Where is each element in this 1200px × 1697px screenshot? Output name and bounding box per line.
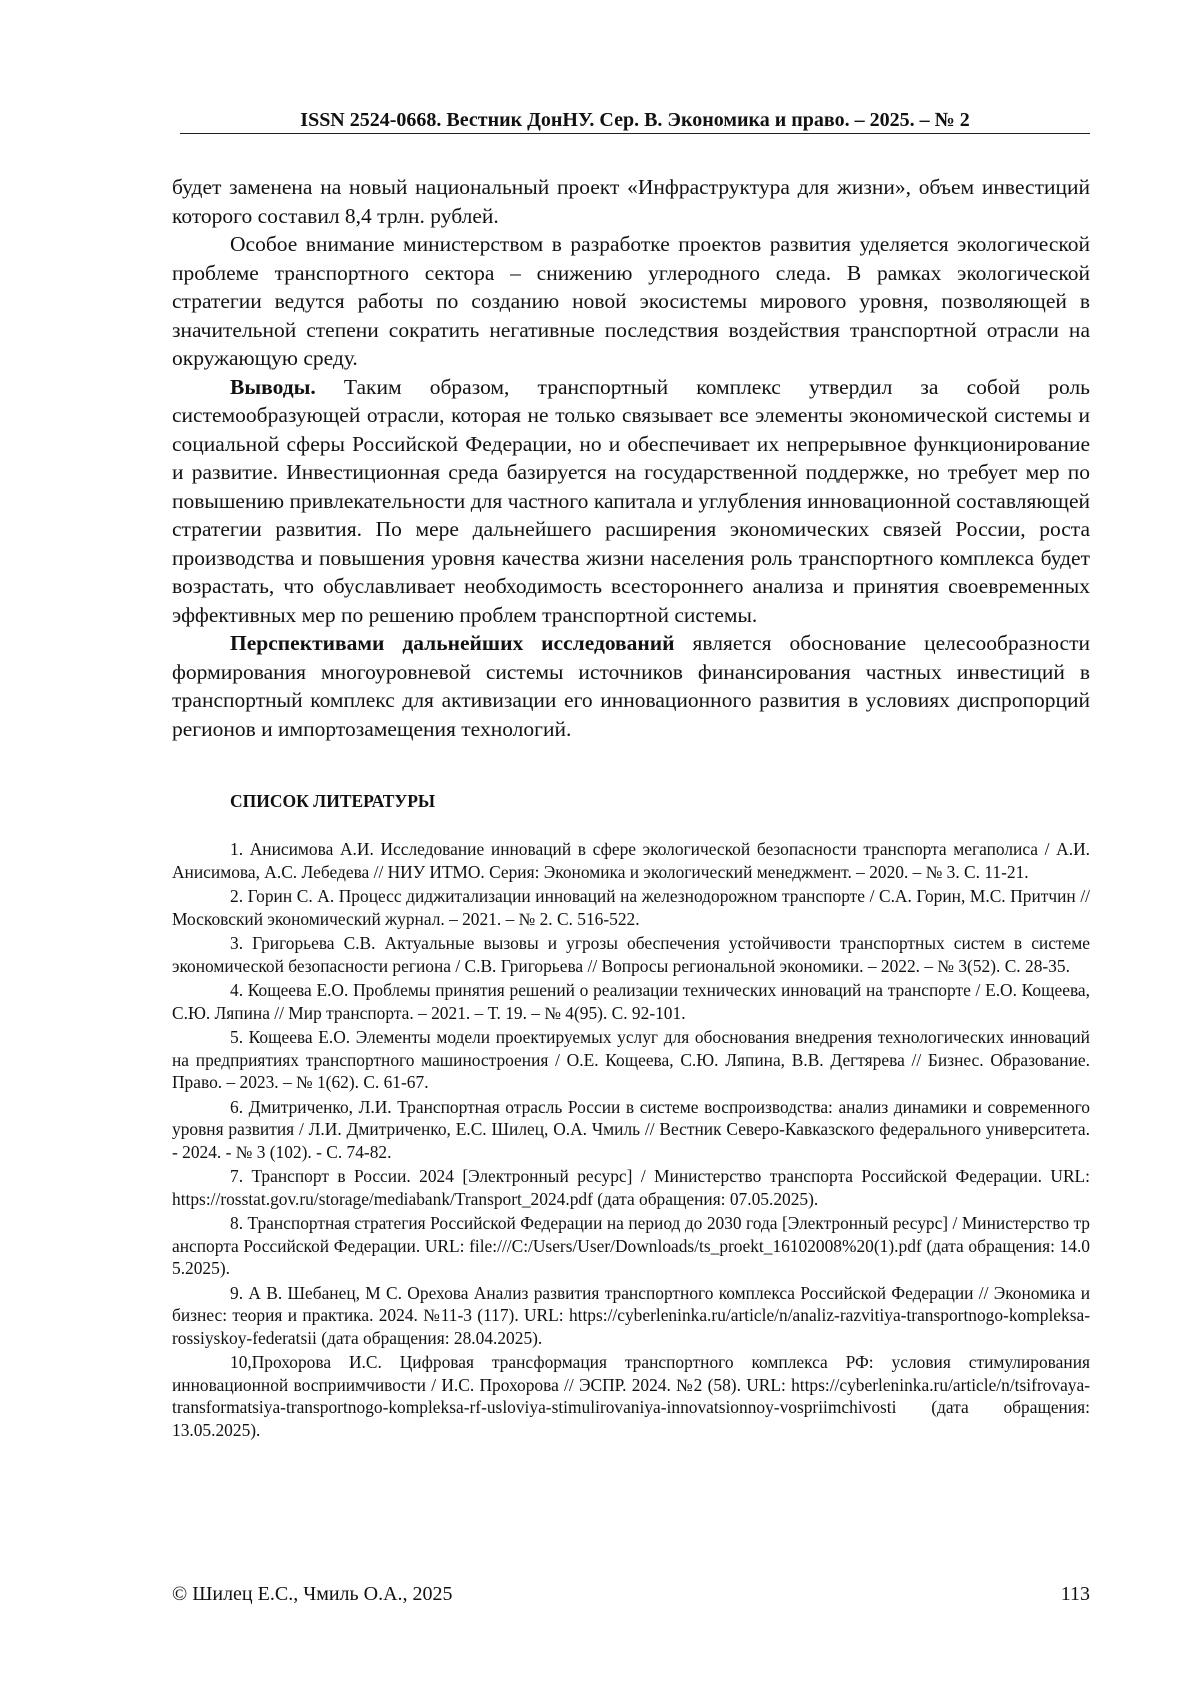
- reference-item: 2. Горин С. А. Процесс диджитализации инноваций на железнодорожном транспорте / С.А. Горин, М.С. Притчин // Московский экономический журнал. – 2021. – № 2. С. 516-522.: [172, 886, 1090, 929]
- references-title: СПИСОК ЛИТЕРАТУРЫ: [230, 791, 436, 811]
- paragraph-ecology: Особое внимание министерством в разработке проектов развития уделяется экологической проблеме транспортного сектора – снижению углеродного следа. В рамках экологической стратегии ведутся работы по созданию новой экосистемы мирового уровня, позволяющей в значительной степени сократить негативные последствия воздействия транспортной отрасли на окружающую среду.: [172, 232, 1090, 370]
- conclusions-heading: Выводы.: [230, 374, 316, 399]
- reference-item: 1. Анисимова А.И. Исследование инноваций в сфере экологической безопасности транспорта мегаполиса / А.И. Анисимова, А.С. Лебедева // НИУ ИТМО. Серия: Экономика и экологический менеджмент. – 2020. – № 3. С. 11-21.: [172, 839, 1090, 882]
- article-body: [172, 173, 1090, 743]
- reference-item: 8. Транспортная стратегия Российской Федерации на период до 2030 года [Электронный ресурс] / Министерство транспорта Российской Федерации. URL: file:///C:/Users/User/Downloads/ts_proekt_16102008%20(1).pdf (дата обращения: 14.05.2025).: [172, 1213, 1090, 1278]
- references-list: [172, 838, 1090, 1443]
- reference-item: 4. Кощеева Е.О. Проблемы принятия решений о реализации технических инноваций на транспорте / Е.О. Кощеева, С.Ю. Ляпина // Мир транспорта. – 2021. – Т. 19. – № 4(95). С. 92-101.: [172, 980, 1090, 1023]
- reference-item: 9. А В. Шебанец, М С. Орехова Анализ развития транспортного комплекса Российской Федерации // Экономика и бизнес: теория и практика. 2024. №11-3 (117). URL: https://cyberleninka.ru/article/n/analiz-razvitiya-transportnogo-kompleksa-rossiyskoy-federatsii (дата обращения: 28.04.2025).: [172, 1282, 1090, 1348]
- reference-item: 5. Кощеева Е.О. Элементы модели проектируемых услуг для обоснования внедрения технологических инноваций на предприятиях транспортного машиностроения / О.Е. Кощеева, С.Ю. Ляпина, В.В. Дегтярева // Бизнес. Образование. Право. – 2023. – № 1(62). С. 61-67.: [172, 1027, 1090, 1092]
- page-number: 113: [1060, 1583, 1090, 1605]
- journal-header: ISSN 2524-0668. Вестник ДонНУ. Сер. В. Экономика и право. – 2025. – № 2: [300, 109, 970, 131]
- perspectives-heading: Перспективами дальнейших исследований: [230, 631, 675, 655]
- reference-item: 10,Прохорова И.С. Цифровая трансформация транспортного комплекса РФ: условия стимулирования инновационной восприимчивости / И.С. Прохорова // ЭСПР. 2024. №2 (58). URL: https://cyberleninka.ru/article/n/tsifrovaya-transformatsiya-transportnogo-kompleksa-rf-usloviya-stimulirovaniya-innovatsionnoy-vospriimchivosti (дата обращения: 13.05.2025).: [172, 1352, 1090, 1440]
- paragraph-perspectives: [172, 629, 1090, 743]
- reference-item: 7. Транспорт в России. 2024 [Электронный ресурс] / Министерство транспорта Российской Федерации. URL: https://rosstat.gov.ru/storage/mediabank/Transport_2024.pdf (дата обращения: 07.05.2025).: [172, 1166, 1090, 1209]
- header-rule: [180, 133, 1090, 134]
- reference-item: 3. Григорьева С.В. Актуальные вызовы и угрозы обеспечения устойчивости транспортных систем в системе экономической безопасности региона / С.В. Григорьева // Вопросы региональной экономики. – 2022. – № 3(52). С. 28-35.: [172, 933, 1090, 976]
- paragraph-continuation: будет заменена на новый национальный проект «Инфраструктура для жизни», объем инвестиций которого составил 8,4 трлн. рублей.: [172, 175, 1090, 228]
- paragraph-conclusions: [172, 373, 1090, 630]
- conclusions-text: Таким образом, транспортный комплекс утвердил за собой роль системообразующей отрасли, которая не только связывает все элементы экономической системы и социальной сферы Российской Федерации, но и обеспечивает их непрерывное функционирование и развитие. Инвестиционная среда базируется на государственной поддержке, но требует мер по повышению привлекательности для частного капитала и углубления инновационной составляющей стратегии развития. По мере дальнейшего расширения экономических связей России, роста производства и повышения уровня качества жизни населения роль транспортного комплекса будет возрастать, что обуславливает необходимость всестороннего анализа и принятия своевременных эффективных мер по решению проблем транспортной системы.: [172, 374, 1090, 627]
- perspectives-text: является обоснование целесообразности формирования многоуровневой системы источников финансирования частных инвестиций в транспортный комплекс для активизации его инновационного развития в условиях диспропорций регионов и импортозамещения технологий.: [172, 631, 1090, 741]
- reference-item: 6. Дмитриченко, Л.И. Транспортная отрасль России в системе воспроизводства: анализ динамики и современного уровня развития / Л.И. Дмитриченко, Е.С. Шилец, О.А. Чмиль // Вестник Северо-Кавказского федерального университета. - 2024. - № 3 (102). - С. 74-82.: [172, 1096, 1090, 1162]
- copyright: © Шилец Е.С., Чмиль О.А., 2025: [172, 1583, 453, 1605]
